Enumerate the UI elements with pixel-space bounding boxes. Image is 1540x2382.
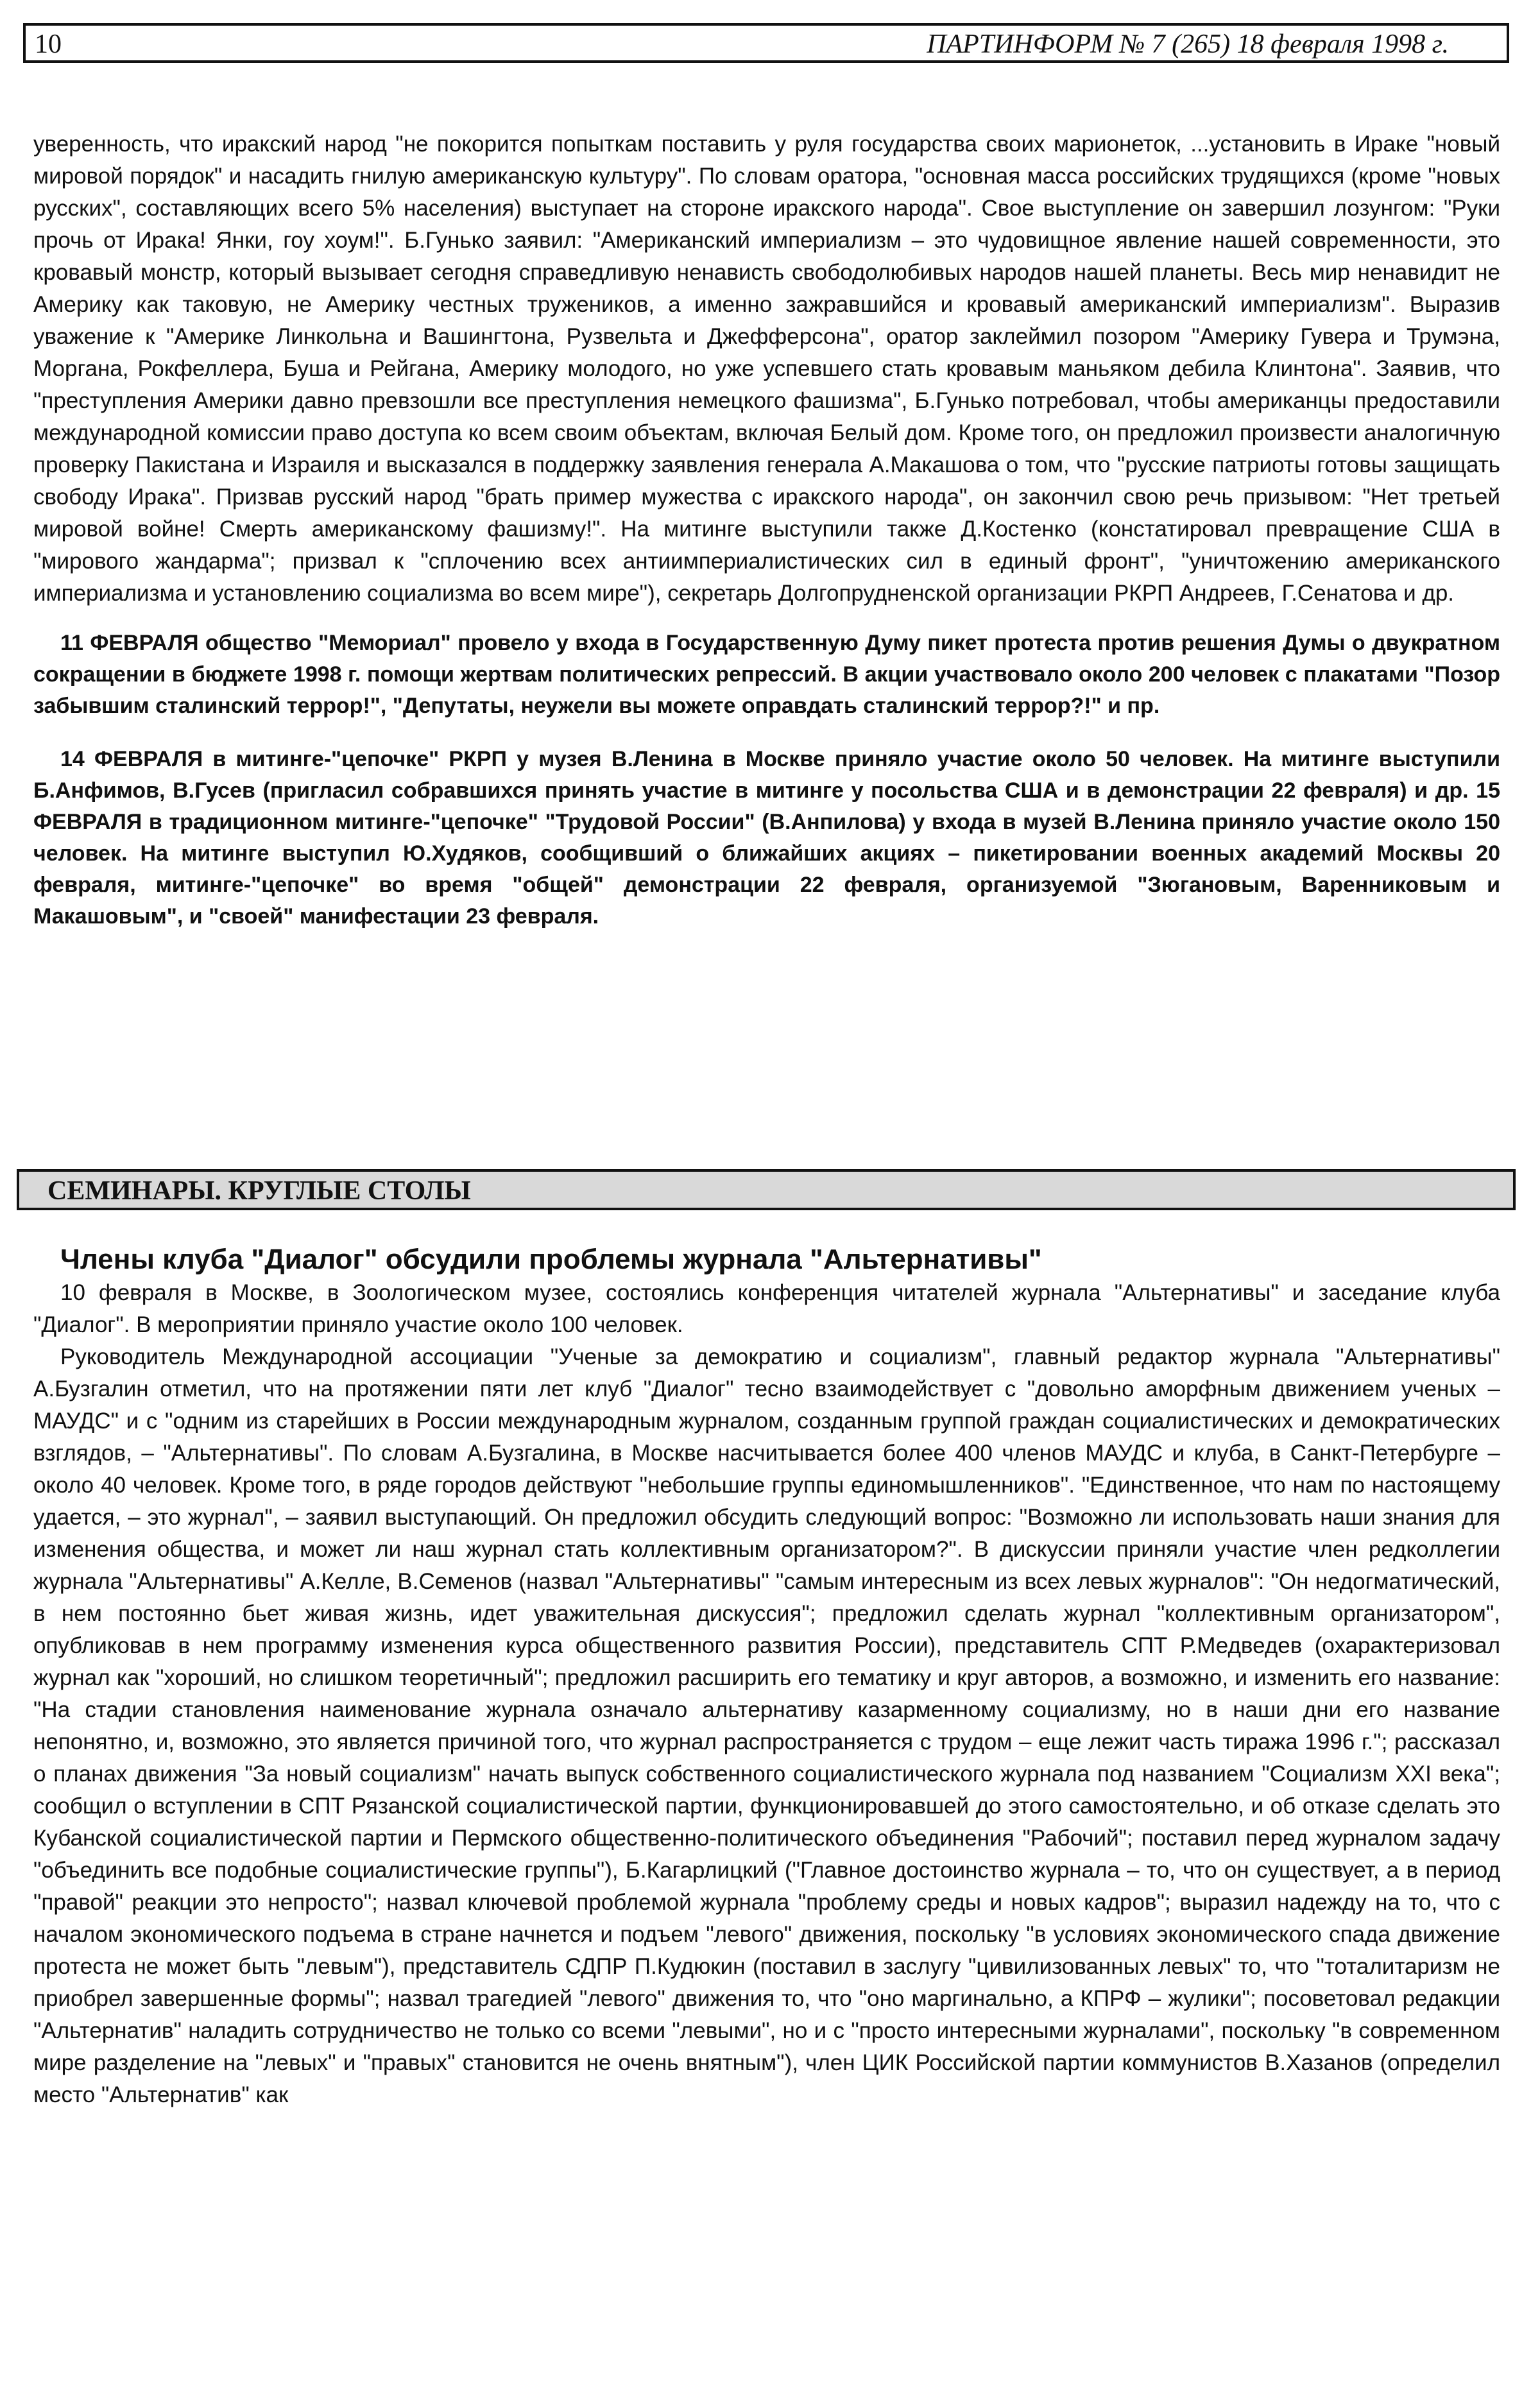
issue-info: ПАРТИНФОРМ № 7 (265) 18 февраля 1998 г. [927,30,1449,59]
page-header [23,23,1509,63]
news-item-feb-14: 14 ФЕВРАЛЯ в митинге-"цепочке" РКРП у музея В.Ленина в Москве приняло участие около 50 человек. На митинге выступили Б.Анфимов, В.Гусев (пригласил собравшихся принять участие в митинге у посольства США и в демонстрации 22 февраля) и др. 15 ФЕВРАЛЯ в традиционном митинге-"цепочке" "Трудовой России" (В.Анпилова) у входа в музей В.Ленина приняло участие около 150 человек. На митинге выступил Ю.Худяков, сообщивший о ближайших акциях – пикетировании военных академий Москвы 20 февраля, митинге-"цепочке" во время "общей" демонстрации 22 февраля, организуемой "Зюгановым, Варенниковым и Макашовым", и "своей" манифестации 23 февраля. [33,747,1500,929]
news-item-feb-11: 11 ФЕВРАЛЯ общество "Мемориал" провело у входа в Государственную Думу пикет протеста против решения Думы о двукратном сокращении в бюджете 1998 г. помощи жертвам политических репрессий. В акции участвовало около 200 человек с плакатами "Позор забывшим сталинский террор!", "Депутаты, неужели вы можете оправдать сталинский террор?!" и пр. [33,631,1500,718]
section-header [17,1169,1516,1210]
article-title: Члены клуба "Диалог" обсудили проблемы журнала "Альтернативы" [60,1244,1042,1275]
page-number: 10 [35,30,62,59]
article [33,1242,1500,2111]
top-section [33,128,1500,932]
article-paragraph-2: Руководитель Международной ассоциации "Ученые за демократию и социализм", главный редактор журнала "Альтернативы" А.Бузгалин отметил, что на протяжении пяти лет клуб "Диалог" тесно взаимодействует с "довольно аморфным движением ученых – МАУДС" и с "одним из старейших в России международным журналом, созданным группой граждан социалистических и демократических взглядов, – "Альтернативы". По словам А.Бузгалина, в Москве насчитывается более 400 членов МАУДС и клуба, в Санкт-Петербурге – около 40 человек. Кроме того, в ряде городов действуют "небольшие группы единомышленников". "Единственное, что нам по настоящему удается, – это журнал", – заявил выступающий. Он предложил обсудить следующий вопрос: "Возможно ли использовать наши знания для изменения общества, и может ли наш журнал стать коллективным организатором?". В дискуссии приняли участие член редколлегии журнала "Альтернативы" А.Келле, В.Семенов (назвал "Альтернативы" "самым интересным из всех левых журналов": "Он недогматический, в нем постоянно бьет живая жизнь, идет уважительная дискуссия"; предложил сделать журнал "коллективным организатором", опубликовав в нем программу изменения курса общественного развития России), представитель СПТ Р.Медведев (охарактеризовал журнал как "хороший, но слишком теоретичный"; предложил расширить его тематику и круг авторов, а возможно, и изменить его название: "На стадии становления наименование журнала означало альтернативу казарменному социализму, но в наши дни его название непонятно, и, возможно, это является причиной того, что журнал распространяется с трудом – еще лежит часть тиража 1996 г."; рассказал о планах движения "За новый социализм" начать выпуск собственного социалистического журнала под названием "Социализм XXI века"; сообщил о вступлении в СПТ Рязанской социалистической партии, функционировавшей до этого самостоятельно, и об отказе сделать это Кубанской социалистической партии и Пермского общественно-политического объединения "Рабочий"; поставил перед журналом задачу "объединить все подобные социалистические группы"), Б.Кагарлицкий ("Главное достоинство журнала – то, что он существует, а в период "правой" реакции это непросто"; назвал ключевой проблемой журнала "проблему среды и новых кадров"; выразил надежду на то, что с началом экономического подъема в стране начнется и подъем "левого" движения, поскольку "в условиях экономического спада движение протеста не может быть "левым"), представитель СДПР П.Кудюкин (поставил в заслугу "цивилизованных левых" то, что "тоталитаризм не приобрел завершенные формы"; назвал трагедией "левого" движения то, что "оно маргинально, а КПРФ – жулики"; посоветовал редакции "Альтернатив" наладить сотрудничество не только со всеми "левыми", но и с "просто интересными журналами", поскольку "в современном мире разделение на "левых" и "правых" становится не очень внятным"), член ЦИК Российской партии коммунистов В.Хазанов (определил место "Альтернатив" как [33,1344,1500,2107]
section-title: СЕМИНАРЫ. КРУГЛЫЕ СТОЛЫ [47,1176,471,1206]
paragraph-continued: уверенность, что иракский народ "не покорится попыткам поставить у руля государства своих марионеток, ...установить в Ираке "новый мировой порядок" и насадить гнилую американскую культуру". По словам оратора, "основная масса российских трудящихся (кроме "новых русских", составляющих всего 5% населения) выступает на стороне иракского народа". Свое выступление он завершил лозунгом: "Руки прочь от Ирака! Янки, гоу хоум!". Б.Гунько заявил: "Американский империализм – это чудовищное явление нашей современности, это кровавый монстр, который вызывает сегодня справедливую ненависть свободолюбивых народов нашей планеты. Весь мир ненавидит не Америку как таковую, не Америку честных тружеников, а именно зажравшийся и кровавый американский империализм". Выразив уважение к "Америке Линкольна и Вашингтона, Рузвельта и Джефферсона", оратор заклеймил позором "Америку Гувера и Трумэна, Моргана, Рокфеллера, Буша и Рейгана, Америку молодого, но уже успевшего стать кровавым маньяком дебила Клинтона". Заявив, что "преступления Америки давно превзошли все преступления немецкого фашизма", Б.Гунько потребовал, чтобы американцы предоставили международной комиссии право доступа ко всем своим объектам, включая Белый дом. Кроме того, он предложил произвести аналогичную проверку Пакистана и Израиля и высказался в поддержку заявления генерала А.Макашова о том, что "русские патриоты готовы защищать свободу Ирака". Призвав русский народ "брать пример мужества с иракского народа", он закончил свою речь призывом: "Нет третьей мировой войне! Смерть американскому фашизму!". На митинге выступили также Д.Костенко (констатировал превращение США в "мирового жандарма"; призвал к "сплочению всех антиимпериалистических сил в единый фронт", "уничтожению американского империализма и установлению социализма во всем мире"), секретарь Долгопрудненской организации РКРП Андреев, Г.Сенатова и др. [33,132,1500,606]
article-paragraph-1: 10 февраля в Москве, в Зоологическом музее, состоялись конференция читателей журнала "Альтернативы" и заседание клуба "Диалог". В мероприятии приняло участие около 100 человек. [33,1280,1500,1337]
